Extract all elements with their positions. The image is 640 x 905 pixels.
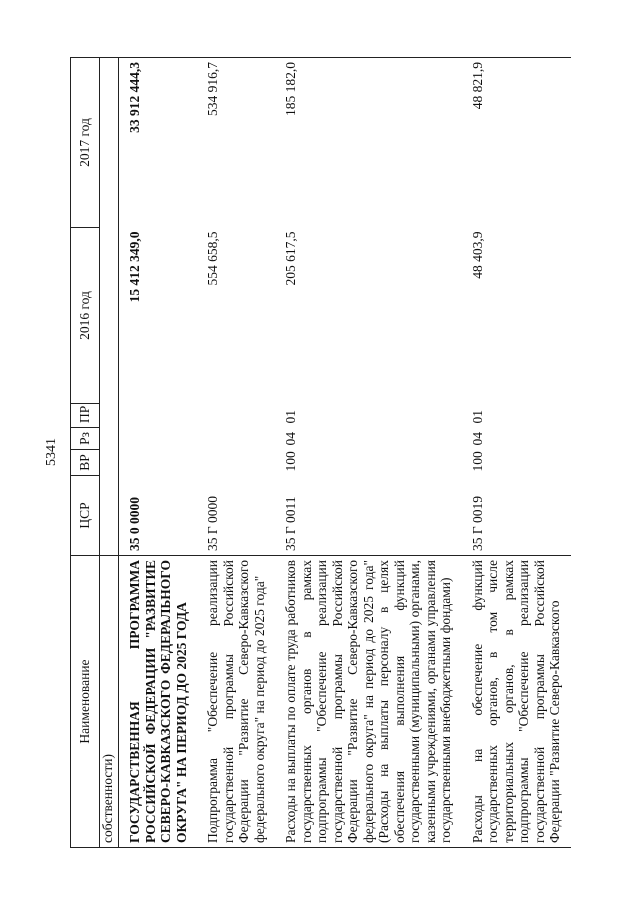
- cell-y2016: 15 412 349,0: [127, 231, 142, 303]
- carry-row: [100, 58, 119, 848]
- cell-pr: [197, 404, 275, 428]
- cell-y2017: 185 182,0: [275, 58, 462, 228]
- cell-vr: [119, 450, 198, 476]
- carry-text: собственности): [100, 556, 119, 848]
- cell-rz: [119, 428, 198, 450]
- cell-csr: 35 Г 0011: [283, 496, 298, 551]
- page-number: 5341: [44, 438, 59, 466]
- cell-name: Расходы на выплаты по оплате труда работников государственных органов в рамках подпрограммы "Обеспечение реализации государственной программы Российской Федерации "Развитие Северо-Кавказского федерального округа" на период до 2025 года" (Расходы на выплаты персоналу в целях обеспечения выполнения функций государственными (муниципальными) органами, казенными учреждениями, органами управления государственными внебюджетными фондами): [275, 556, 462, 848]
- table-row: [275, 58, 462, 848]
- cell-vr: 100: [469, 451, 485, 472]
- cell-rz: 04: [469, 432, 485, 446]
- cell-name: ГОСУДАРСТВЕННАЯ ПРОГРАММА РОССИЙСКОЙ ФЕДЕРАЦИИ "РАЗВИТИЕ СЕВЕРО-КАВКАЗСКОГО ФЕДЕРАЛЬНОГО ОКРУГА" НА ПЕРИОД ДО 2025 ГОДА: [119, 556, 198, 848]
- cell-pr: 01: [283, 410, 298, 424]
- cell-pr: [119, 404, 198, 428]
- cell-y2017: 48 821,9: [462, 58, 571, 228]
- cell-y2017: 534 916,7: [197, 58, 275, 228]
- header-rz: Рз: [71, 428, 100, 450]
- cell-rz: [197, 428, 275, 450]
- header-csr: ЦСР: [71, 476, 100, 556]
- table-row: [119, 58, 198, 848]
- cell-vr: [197, 450, 275, 476]
- table-header-row: [71, 58, 100, 848]
- table-row: [197, 58, 275, 848]
- header-2017: 2017 год: [71, 58, 100, 228]
- budget-table: [70, 57, 571, 848]
- cell-csr: 35 0 0000: [127, 497, 142, 551]
- cell-csr: 35 Г 0000: [205, 495, 220, 551]
- table-body: [119, 58, 571, 848]
- table-row: [462, 58, 571, 848]
- cell-y2017: 33 912 444,3: [119, 58, 198, 228]
- header-name: Наименование: [71, 556, 100, 848]
- cell-name: Подпрограмма "Обеспечение реализации государственной программы Российской Федерации "Развитие Северо-Кавказского федерального округа" на период до 2025 года": [197, 556, 275, 848]
- cell-name: Расходы на обеспечение функций государственных органов, в том числе территориальных органов, в рамках подпрограммы "Обеспечение реализации государственной программы Российской Федерации "Развитие Северо-Кавказского: [462, 556, 571, 848]
- budget-table-sheet: [70, 58, 595, 848]
- cell-pr: 01: [469, 410, 485, 424]
- cell-y2016: 48 403,9: [469, 231, 485, 279]
- cell-y2016: 205 617,5: [283, 231, 298, 286]
- header-vr: ВР: [71, 450, 100, 476]
- cell-csr: 35 Г 0019: [469, 495, 485, 551]
- header-pr: ПР: [71, 404, 100, 428]
- cell-rz: 04: [283, 432, 298, 446]
- cell-y2016: 554 658,5: [205, 231, 220, 286]
- header-2016: 2016 год: [71, 228, 100, 404]
- cell-vr: 100: [283, 451, 298, 472]
